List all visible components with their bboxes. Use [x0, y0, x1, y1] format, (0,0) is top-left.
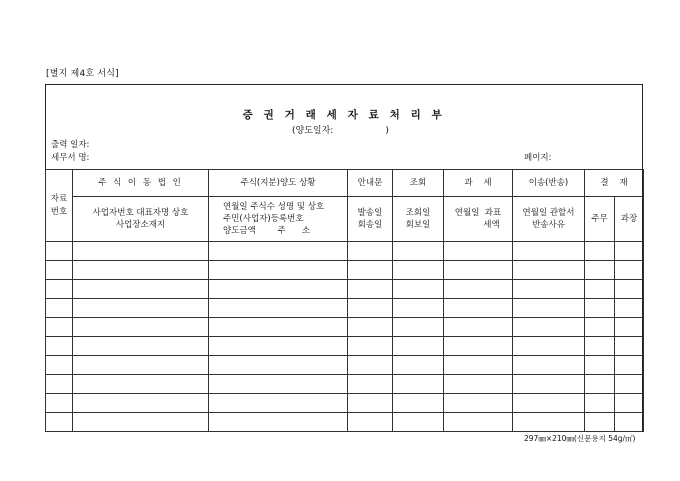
table-cell [73, 375, 209, 394]
table-cell [348, 356, 393, 375]
transfer-date-close: ) [385, 126, 389, 136]
table-row [46, 299, 644, 318]
table-cell [585, 394, 615, 413]
table-cell [348, 413, 393, 432]
table-cell [393, 242, 444, 261]
table-cell [444, 280, 513, 299]
transfer-date-line [292, 123, 389, 136]
table-cell [615, 318, 644, 337]
subheader-transfer-info: 연월일 주식수 성명 및 상호 주민(사업자)등록번호 양도금액 주 소 [209, 197, 348, 242]
table-row [46, 318, 644, 337]
table-cell [513, 337, 585, 356]
table-cell [209, 261, 348, 280]
table-cell [73, 261, 209, 280]
table-cell [209, 299, 348, 318]
table-cell [585, 242, 615, 261]
table-cell [393, 356, 444, 375]
table-cell [209, 375, 348, 394]
paper-spec: 297㎜×210㎜(신문용지 54g/㎡) [524, 434, 636, 443]
table-cell [209, 318, 348, 337]
table-cell [585, 337, 615, 356]
table-cell [444, 242, 513, 261]
table-cell [615, 280, 644, 299]
subheader-tax-info: 연월일 과표 세액 [444, 197, 513, 242]
form-title: 증 권 거 래 세 자 료 처 리 부 [242, 109, 446, 121]
header-transfer-return: 이송(반송) [513, 170, 585, 197]
table-cell [444, 318, 513, 337]
table-cell [444, 413, 513, 432]
table-cell [348, 318, 393, 337]
table-cell [513, 242, 585, 261]
table-cell [615, 394, 644, 413]
transfer-date-label: (양도일자: [292, 126, 334, 136]
header-serial-number: 자료 번호 [46, 170, 73, 242]
table-cell [73, 299, 209, 318]
table-cell [73, 356, 209, 375]
table-cell [513, 280, 585, 299]
header-transfer-status: 주식(지분)양도 상황 [209, 170, 348, 197]
table-cell [513, 394, 585, 413]
table-cell [444, 356, 513, 375]
table-cell [46, 280, 73, 299]
table-cell [209, 394, 348, 413]
table-row [46, 375, 644, 394]
table-row [46, 337, 644, 356]
tax-office-label: 세무서 명: [51, 153, 90, 163]
table-cell [209, 280, 348, 299]
table-cell [615, 375, 644, 394]
table-cell [393, 299, 444, 318]
subheader-return-info: 연월일 관할서 반송사유 [513, 197, 585, 242]
table-cell [348, 394, 393, 413]
table-cell [73, 413, 209, 432]
header-taxation: 과 세 [444, 170, 513, 197]
table-cell [393, 280, 444, 299]
table-row [46, 261, 644, 280]
table-cell [46, 261, 73, 280]
table-cell [513, 356, 585, 375]
table-cell [585, 356, 615, 375]
header-notice: 안내문 [348, 170, 393, 197]
table-cell [46, 375, 73, 394]
table-cell [585, 318, 615, 337]
table-cell [513, 413, 585, 432]
table-cell [46, 394, 73, 413]
table-cell [513, 261, 585, 280]
table-cell [615, 261, 644, 280]
table-cell [348, 337, 393, 356]
subheader-notice-dates: 발송일 회송일 [348, 197, 393, 242]
table-cell [73, 318, 209, 337]
table-cell [348, 299, 393, 318]
table-cell [585, 413, 615, 432]
table-cell [46, 337, 73, 356]
table-cell [393, 318, 444, 337]
table-cell [615, 242, 644, 261]
table-cell [46, 356, 73, 375]
table-row [46, 242, 644, 261]
form-id: [별지 제4호 서식] [46, 69, 119, 79]
output-date-label: 출력 일자: [51, 140, 90, 150]
table-cell [585, 261, 615, 280]
table-cell [513, 318, 585, 337]
table-cell [393, 337, 444, 356]
table-cell [209, 413, 348, 432]
table-cell [444, 299, 513, 318]
table-cell [585, 280, 615, 299]
table-cell [393, 261, 444, 280]
table-cell [348, 242, 393, 261]
ledger-table [45, 169, 644, 432]
page-label: 페이지: [524, 153, 552, 163]
table-cell [73, 242, 209, 261]
subheader-manager: 주무 [585, 197, 615, 242]
table-cell [393, 375, 444, 394]
table-cell [585, 299, 615, 318]
table-cell [615, 413, 644, 432]
form-frame [45, 84, 643, 432]
table-cell [513, 299, 585, 318]
table-cell [348, 261, 393, 280]
table-cell [46, 299, 73, 318]
table-cell [209, 356, 348, 375]
table-row [46, 394, 644, 413]
table-row [46, 356, 644, 375]
table-cell [513, 375, 585, 394]
table-cell [585, 375, 615, 394]
table-cell [444, 394, 513, 413]
header-approval: 결 재 [585, 170, 644, 197]
table-row [46, 280, 644, 299]
table-cell [348, 280, 393, 299]
table-cell [46, 318, 73, 337]
table-cell [46, 242, 73, 261]
table-cell [615, 356, 644, 375]
table-cell [444, 337, 513, 356]
table-cell [393, 413, 444, 432]
table-cell [444, 375, 513, 394]
header-inquiry: 조회 [393, 170, 444, 197]
table-cell [615, 299, 644, 318]
table-cell [73, 394, 209, 413]
table-cell [348, 375, 393, 394]
table-cell [209, 337, 348, 356]
subheader-corp-info: 사업자번호 대표자명 상호 사업장소재지 [73, 197, 209, 242]
table-cell [209, 242, 348, 261]
header-share-transfer-corp: 주 식 이 동 법 인 [73, 170, 209, 197]
table-row [46, 413, 644, 432]
table-cell [393, 394, 444, 413]
table-cell [73, 337, 209, 356]
subheader-section-chief: 과장 [615, 197, 644, 242]
table-cell [73, 280, 209, 299]
subheader-inquiry-dates: 조회일 회보일 [393, 197, 444, 242]
table-cell [615, 337, 644, 356]
table-cell [46, 413, 73, 432]
table-cell [444, 261, 513, 280]
